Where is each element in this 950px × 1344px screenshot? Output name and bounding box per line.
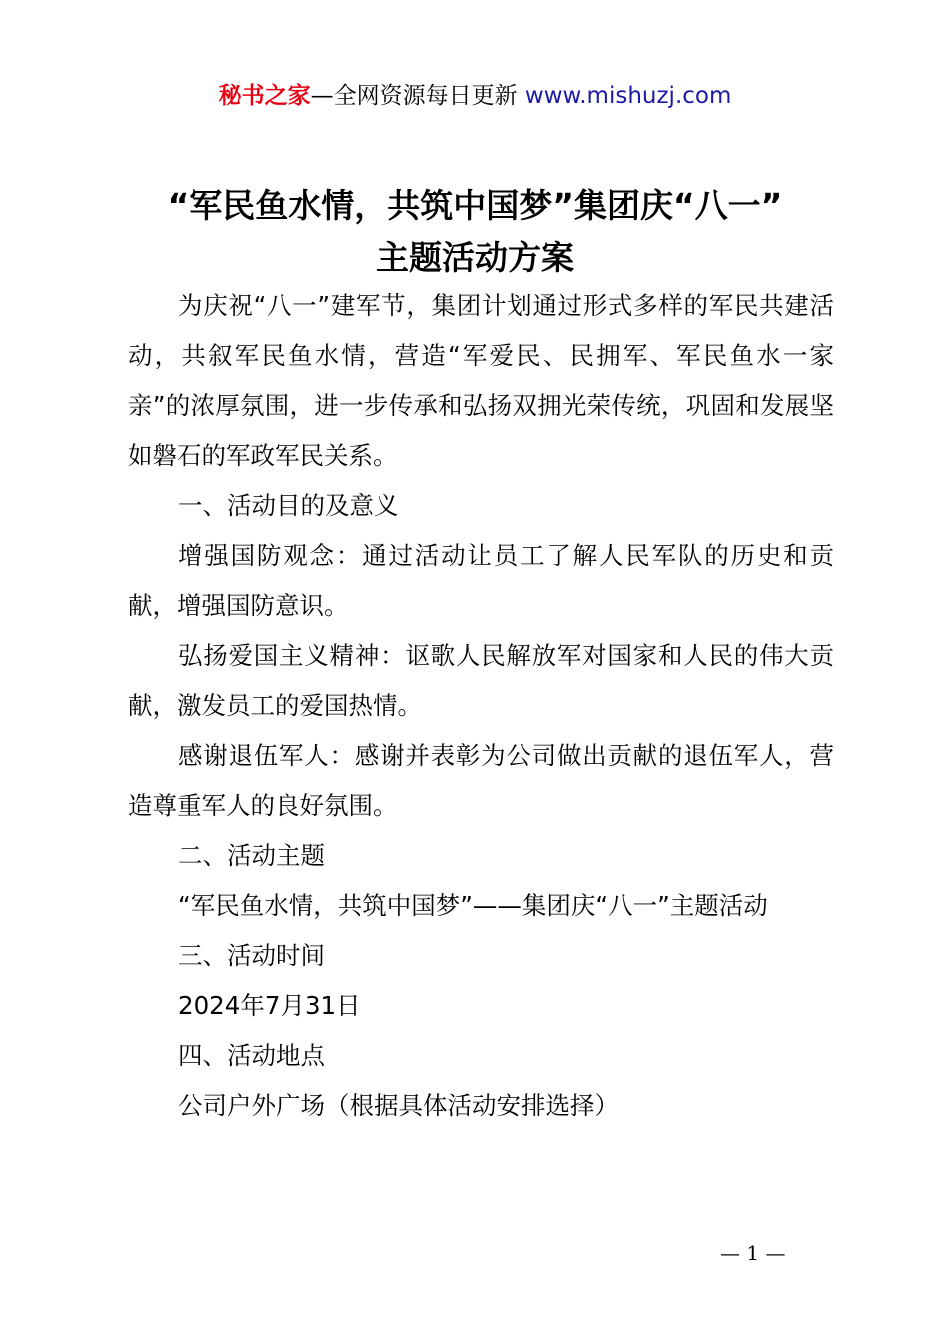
- site-banner: [0, 80, 950, 112]
- site-url-link[interactable]: www.mishuzj.com: [524, 83, 732, 109]
- purpose-item-defense: 增强国防观念：通过活动让员工了解人民军队的历史和贡献，增强国防意识。: [128, 541, 834, 620]
- theme-text: “军民鱼水情，共筑中国梦”——集团庆“八一”主题活动: [178, 891, 768, 920]
- title-line-2: 主题活动方案: [376, 238, 574, 277]
- section-heading-location: 四、活动地点: [178, 1041, 325, 1070]
- site-brand: 秘书之家: [218, 83, 311, 109]
- document-title: [90, 180, 860, 284]
- site-slogan: —全网资源每日更新: [310, 83, 518, 109]
- purpose-item-veterans: 感谢退伍军人：感谢并表彰为公司做出贡献的退伍军人，营造尊重军人的良好氛围。: [128, 741, 834, 820]
- section-heading-time: 三、活动时间: [178, 941, 325, 970]
- section-heading-purpose: 一、活动目的及意义: [178, 491, 399, 520]
- section-heading-theme: 二、活动主题: [178, 841, 325, 870]
- document-body: [128, 281, 834, 1131]
- purpose-item-patriotism: 弘扬爱国主义精神：讴歌人民解放军对国家和人民的伟大贡献，激发员工的爱国热情。: [128, 641, 834, 720]
- intro-paragraph: 为庆祝“八一”建军节，集团计划通过形式多样的军民共建活动，共叙军民鱼水情，营造“军爱民、民拥军、军民鱼水一家亲”的浓厚氛围，进一步传承和弘扬双拥光荣传统，巩固和发展坚如磐石的军政军民关系。: [128, 291, 834, 470]
- page-number: — 1 —: [720, 1241, 786, 1265]
- event-date: 2024年7月31日: [178, 991, 361, 1020]
- title-line-1: “军民鱼水情，共筑中国梦”集团庆“八一”: [167, 186, 783, 225]
- event-location: 公司户外广场（根据具体活动安排选择）: [178, 1091, 619, 1120]
